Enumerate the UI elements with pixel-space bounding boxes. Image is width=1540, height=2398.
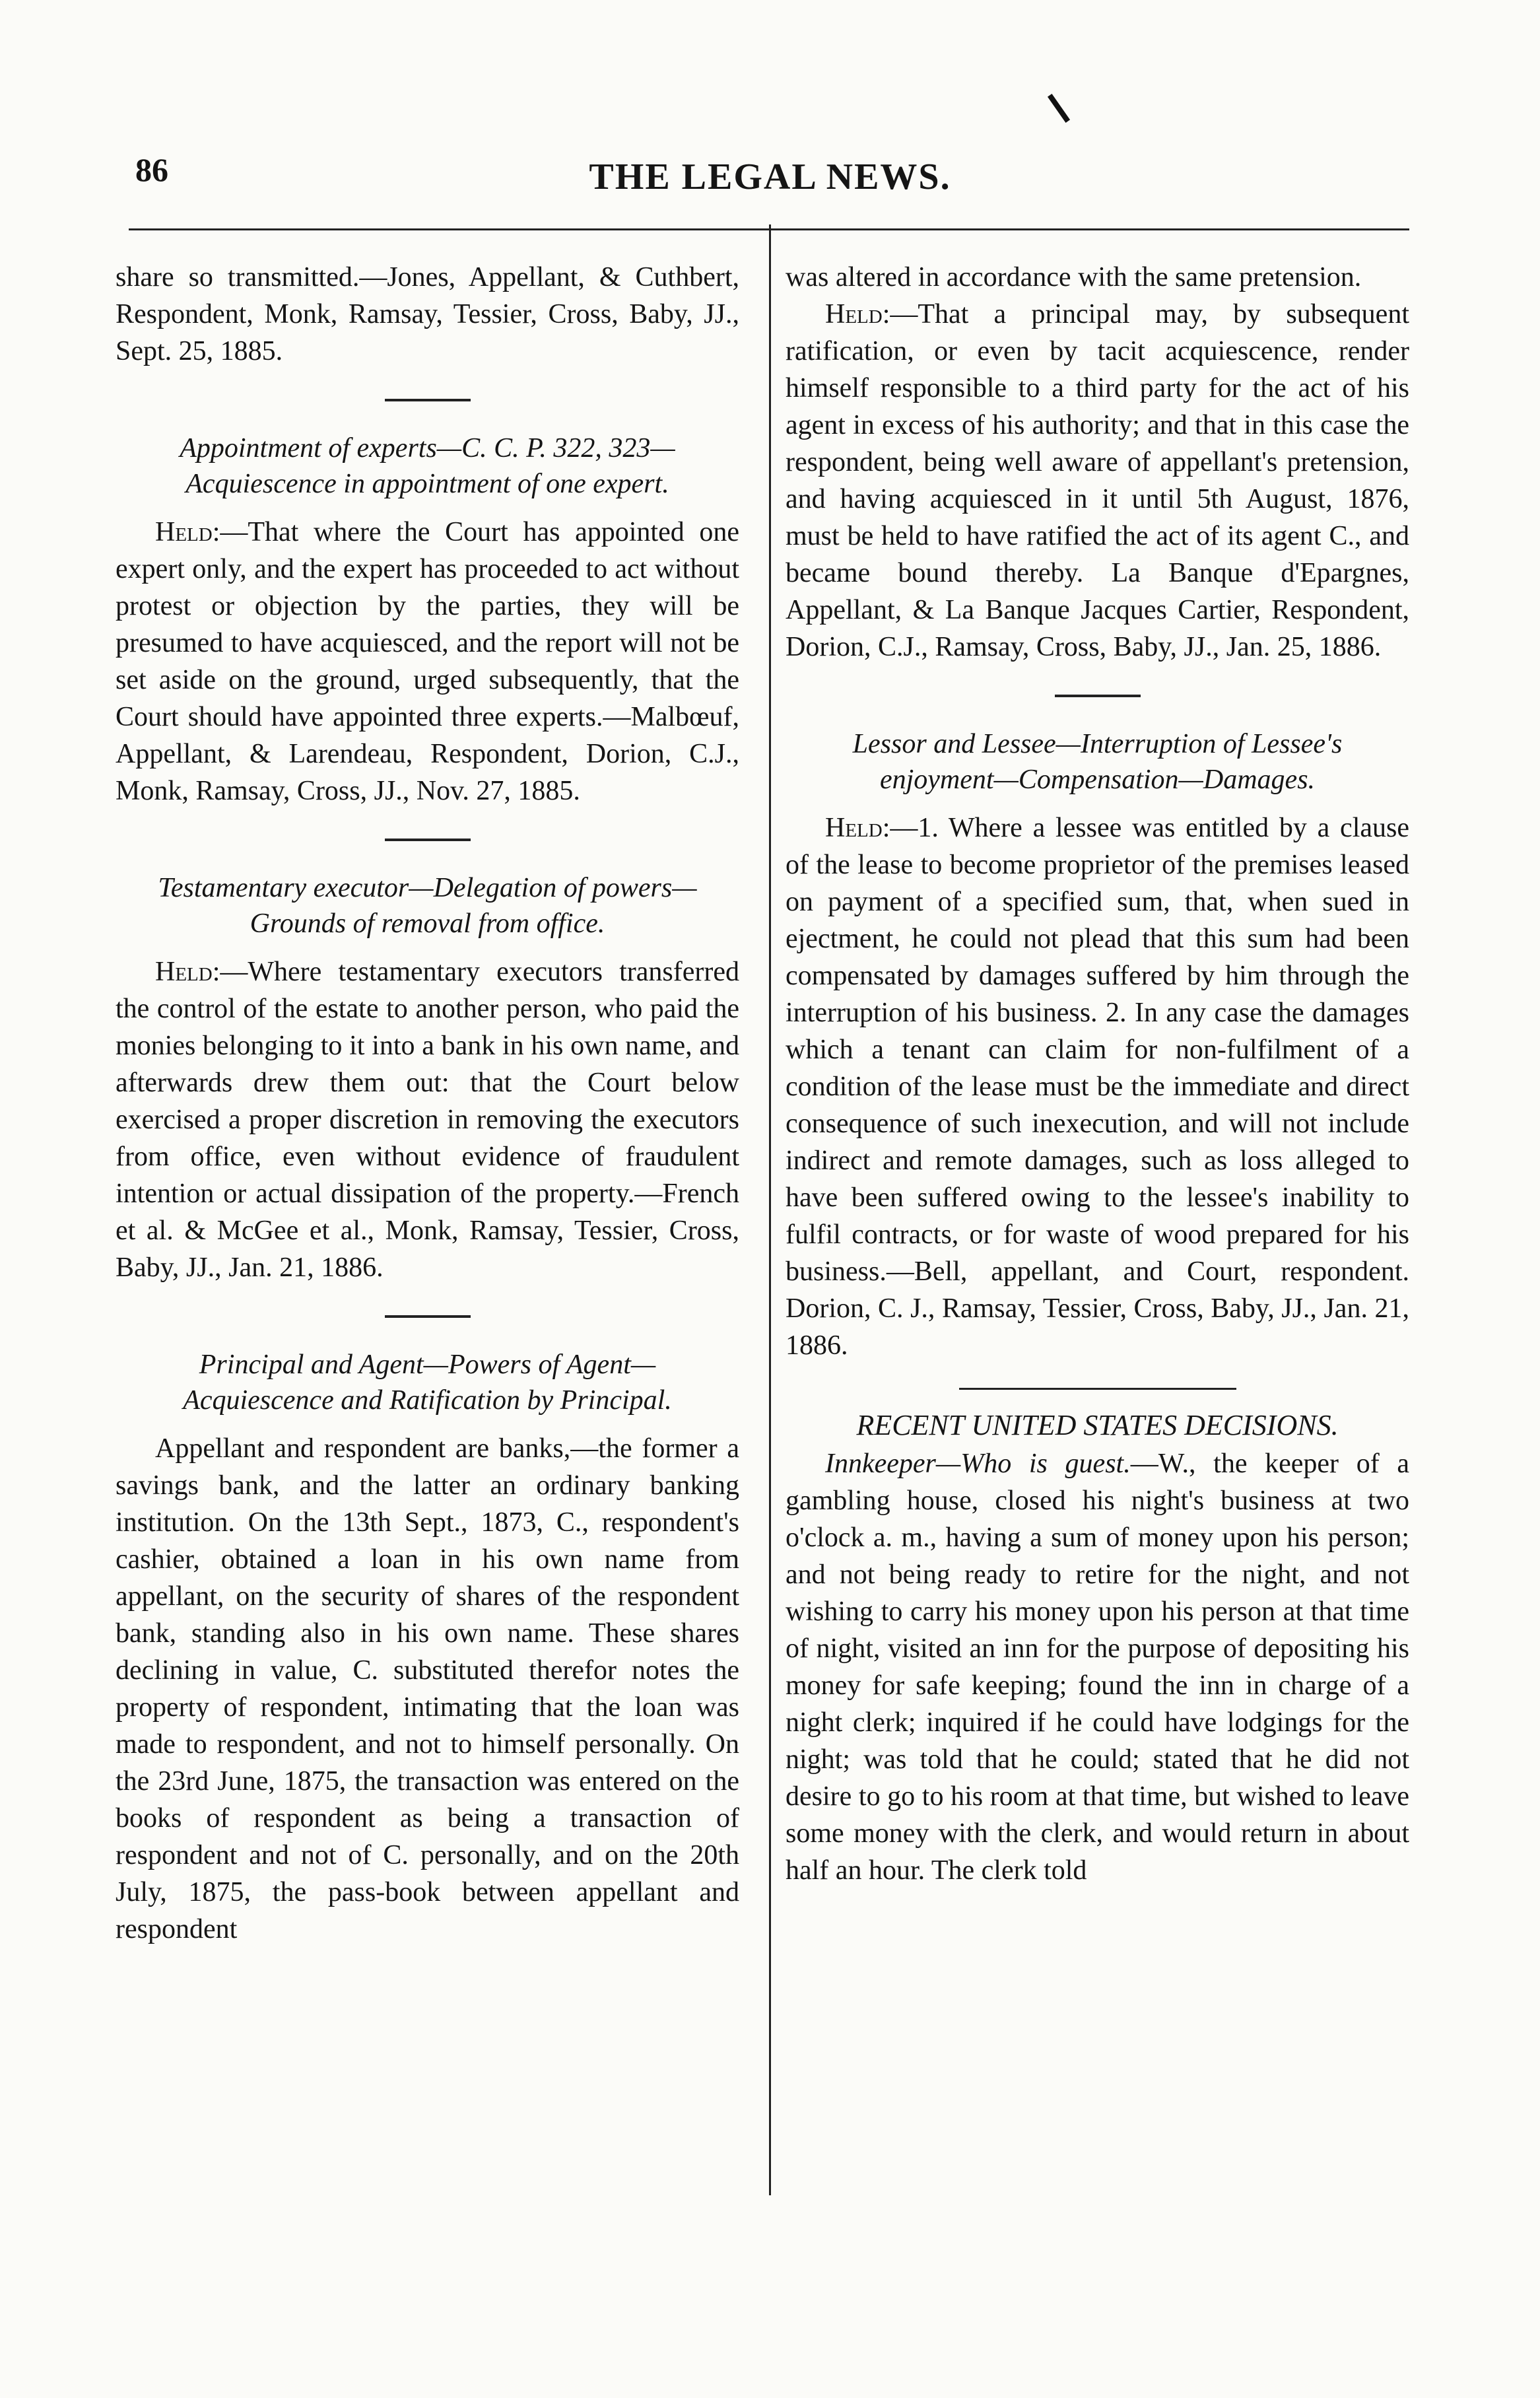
case-held-principal-agent (786, 296, 1409, 666)
case-body-experts (116, 514, 739, 809)
masthead-title: THE LEGAL NEWS. (589, 156, 951, 197)
continuation-paragraph: share so transmitted.—Jones, Appellant, & Cuthbert, Respondent, Monk, Ramsay, Tessier, Cross, Baby, JJ., Sept. 25, 1885. (116, 262, 739, 366)
held-label: Held (825, 299, 883, 329)
case-text: :—That where the Court has appointed one expert only, and the expert has proceeded to act without protest or objection by the parties, they will be presumed to have acquiesced, and the report will not be set aside on the ground, urged subsequently, that the Court should have appointed three experts.—Malbœuf, Appellant, & Larendeau, Respondent, Dorion, C.J., Monk, Ramsay, Cross, JJ., Nov. 27, 1885. (116, 517, 739, 806)
held-label: Held (155, 957, 213, 987)
held-label: Held (825, 813, 883, 843)
case-body-executor (116, 953, 739, 1286)
section-rule (385, 1315, 471, 1318)
case-text: :—1. Where a lessee was entitled by a clause of the lease to become proprietor of the premises leased on payment of a specified sum, that, when sued in ejectment, he could not plead that this sum had been compensated by damages suffered by him through the interruption of his business. 2. In any case the damages which a tenant can claim for non-fulfilment of a condition of the lease must be the immediate and direct consequence of such inexecution, and will not include indirect and remote damages, such as loss alleged to have been suffered owing to the lessee's inability to fulfil contracts, or for waste of wood prepared for his business.—Bell, appellant, and Court, respondent. Dorion, C. J., Ramsay, Tessier, Cross, Baby, JJ., Jan. 21, 1886. (786, 813, 1409, 1361)
stray-mark (1048, 94, 1070, 123)
section-title-us-decisions: RECENT UNITED STATES DECISIONS. (856, 1409, 1339, 1441)
right-column (786, 259, 1409, 1889)
case-heading-principal-agent: Principal and Agent—Powers of Agent—Acquiescence and Ratification by Principal. (183, 1350, 672, 1416)
innkeeper-lead: Innkeeper—Who is guest. (825, 1449, 1131, 1479)
section-rule (385, 839, 471, 841)
column-divider (769, 224, 771, 2195)
case-body-lessor-lessee (786, 809, 1409, 1364)
innkeeper-paragraph (786, 1445, 1409, 1889)
continuation-paragraph: was altered in accordance with the same pretension. (786, 262, 1362, 292)
page-number: 86 (135, 151, 168, 188)
left-column (116, 259, 739, 1948)
case-text: :—That a principal may, by subsequent ratification, or even by tacit acquiescence, render himself responsible to a third party for the act of his agent in excess of his authority; and that in this case the respondent, being well aware of appellant's pretension, and having acquiesced in it until 5th August, 1876, must be held to have ratified the act of its agent C., and became bound thereby. La Banque d'Epargnes, Appellant, & La Banque Jacques Cartier, Respondent, Dorion, C.J., Ramsay, Cross, Baby, JJ., Jan. 25, 1886. (786, 299, 1409, 662)
held-label: Held (155, 517, 213, 547)
case-heading-lessor-lessee: Lessor and Lessee—Interruption of Lessee's enjoyment—Compensation—Damages. (852, 729, 1343, 795)
innkeeper-text: —W., the keeper of a gambling house, closed his night's business at two o'clock a. m., having a sum of money upon his person; and not being ready to retire for the night, and not wishing to carry his money upon his person at that time of night, visited an inn for the purpose of depositing his money for safe keeping; found the inn in charge of a night clerk; inquired if he could have lodgings for the night; was told that he could; stated that he did not desire to go to his room at that time, but wished to leave some money with the clerk, and would return in about half an hour. The clerk told (786, 1449, 1409, 1886)
case-text: :—Where testamentary executors transferred the control of the estate to another person, who paid the monies belonging to it into a bank in his own name, and afterwards drew them out: that the Court below exercised a proper discretion in removing the executors from office, even without evidence of fraudulent intention or actual dissipation of the property.—French et al. & McGee et al., Monk, Ramsay, Tessier, Cross, Baby, JJ., Jan. 21, 1886. (116, 957, 739, 1283)
case-heading-executor: Testamentary executor—Delegation of powers—Grounds of removal from office. (158, 873, 697, 939)
section-rule (1055, 695, 1141, 697)
section-rule (385, 399, 471, 401)
section-rule-long (959, 1388, 1236, 1390)
case-body-principal-agent: Appellant and respondent are banks,—the former a savings bank, and the latter an ordinary banking institution. On the 13th Sept., 1873, C., respondent's cashier, obtained a loan in his own name from appellant, on the security of shares of the respondent bank, standing also in his own name. These shares declining in value, C. substituted therefor notes the property of respondent, intimating that the loan was made to respondent, and not to himself personally. On the 23rd June, 1875, the transaction was entered on the books of respondent as being a transaction of respondent and not of C. personally, and on the 20th July, 1875, the pass-book between appellant and respondent (116, 1433, 739, 1944)
case-heading-experts: Appointment of experts—C. C. P. 322, 323—Acquiescence in appointment of one expert. (180, 433, 675, 499)
